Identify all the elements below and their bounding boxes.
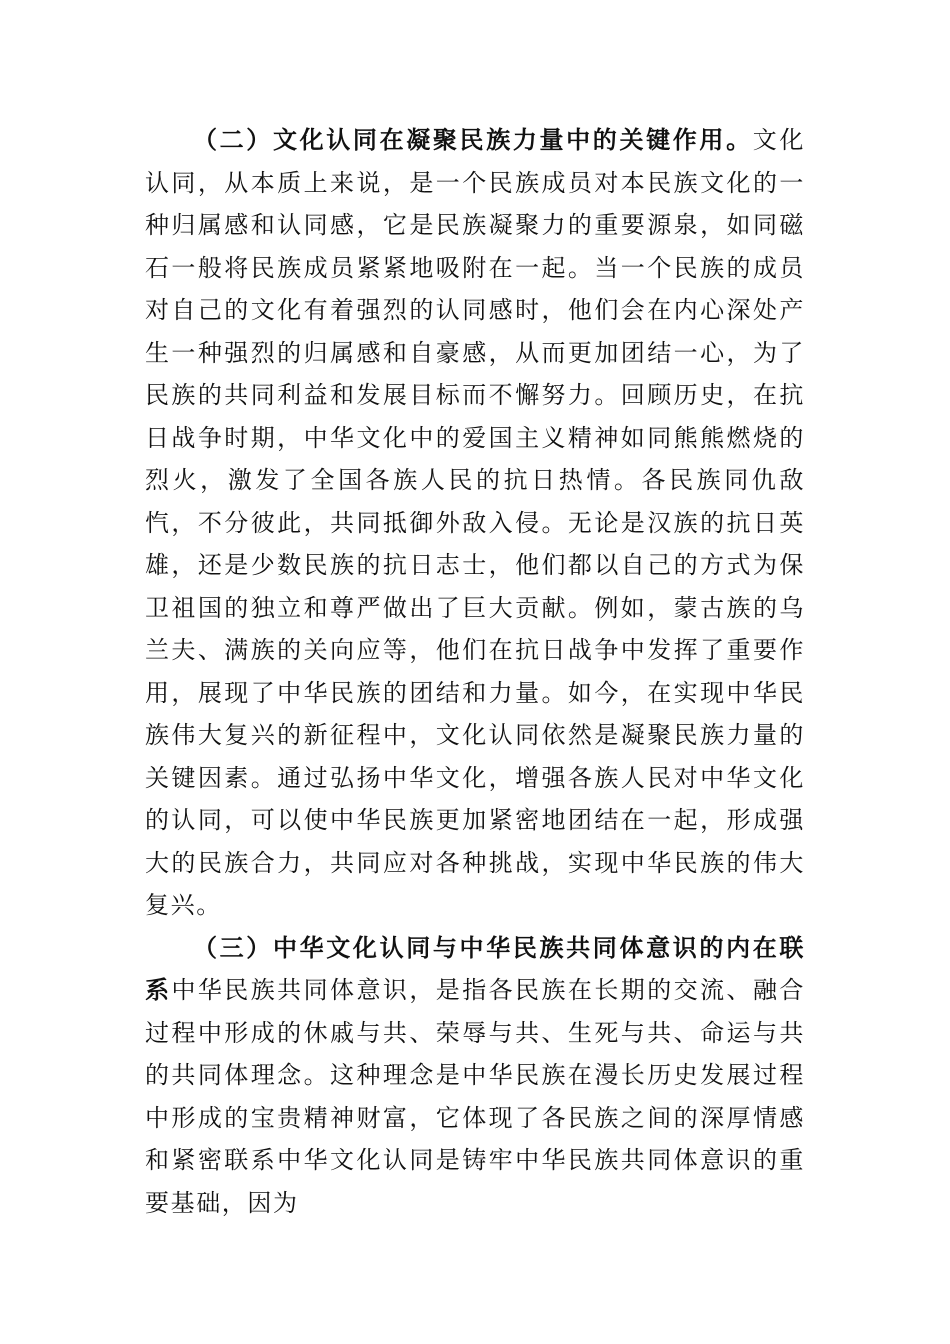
paragraph-text: 中华民族共同体意识，是指各民族在长期的交流、融合过程中形成的休戚与共、荣辱与共、生死与共、命运与共的共同体理念。这种理念是中华民族在漫长历史发展过程中形成的宝贵精神财富，它体现了各民族之间的深厚情感和紧密联系中华文化认同是铸牢中华民族共同体意识的重要基础，因为 [145, 976, 805, 1217]
section-heading-2: （二）文化认同在凝聚民族力量中的关键作用。 [193, 125, 753, 154]
paragraph-text: 文化认同，从本质上来说，是一个民族成员对本民族文化的一种归属感和认同感，它是民族凝聚力的重要源泉，如同磁石一般将民族成员紧紧地吸附在一起。当一个民族的成员对自己的文化有着强烈的认同感时，他们会在内心深处产生一种强烈的归属感和自豪感，从而更加团结一心，为了民族的共同利益和发展目标而不懈努力。回顾历史，在抗日战争时期，中华文化中的爱国主义精神如同熊熊燃烧的烈火，激发了全国各族人民的抗日热情。各民族同仇敌忾，不分彼此，共同抵御外敌入侵。无论是汉族的抗日英雄，还是少数民族的抗日志士，他们都以自己的方式为保卫祖国的独立和尊严做出了巨大贡献。例如，蒙古族的乌兰夫、满族的关向应等，他们在抗日战争中发挥了重要作用，展现了中华民族的团结和力量。如今，在实现中华民族伟大复兴的新征程中，文化认同依然是凝聚民族力量的关键因素。通过弘扬中华文化，增强各族人民对中华文化的认同，可以使中华民族更加紧密地团结在一起，形成强大的民族合力，共同应对各种挑战，实现中华民族的伟大复兴。 [145, 126, 805, 919]
section-heading-3: （三）中华文化认同与中华民族共同体意识的内在联系 [145, 932, 805, 1004]
paragraph-community-consciousness [145, 927, 805, 1225]
paragraph-cultural-identity [145, 119, 805, 927]
document-body [145, 119, 805, 1224]
